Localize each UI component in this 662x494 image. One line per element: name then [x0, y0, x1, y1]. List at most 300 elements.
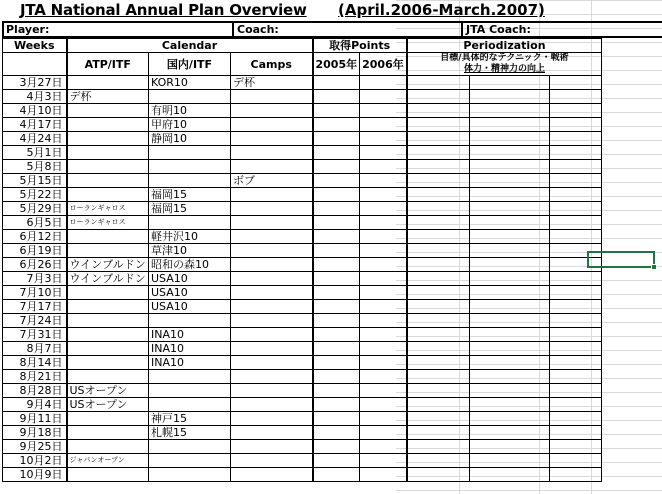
- points-2005-cell[interactable]: [313, 132, 360, 146]
- periodization-cell[interactable]: [407, 90, 470, 104]
- camps-cell[interactable]: デ杯: [231, 76, 313, 90]
- periodization-cell[interactable]: [407, 132, 470, 146]
- points-2006-cell[interactable]: [360, 258, 407, 272]
- points-2005-cell[interactable]: [313, 118, 360, 132]
- periodization-cell[interactable]: [470, 454, 550, 468]
- periodization-cell[interactable]: [550, 356, 602, 370]
- points-2006-cell[interactable]: [360, 468, 407, 482]
- camps-cell[interactable]: [231, 160, 313, 174]
- periodization-cell[interactable]: [407, 216, 470, 230]
- atp-itf-cell[interactable]: [67, 174, 149, 188]
- domestic-itf-cell[interactable]: 福岡15: [149, 202, 231, 216]
- periodization-cell[interactable]: [407, 370, 470, 384]
- periodization-cell[interactable]: [550, 370, 602, 384]
- points-2005-cell[interactable]: [313, 370, 360, 384]
- points-2006-cell[interactable]: [360, 104, 407, 118]
- jta-coach-label[interactable]: JTA Coach:: [466, 23, 531, 36]
- atp-itf-cell[interactable]: [67, 300, 149, 314]
- table-row: [3, 328, 602, 342]
- periodization-cell[interactable]: [550, 118, 602, 132]
- table-row: [3, 230, 602, 244]
- periodization-cell[interactable]: [407, 384, 470, 398]
- year-2005-header[interactable]: 2005年: [313, 53, 360, 76]
- atp-itf-cell[interactable]: ウインブルドン: [67, 258, 149, 272]
- week-cell[interactable]: 5月29日: [3, 202, 67, 216]
- points-2005-cell[interactable]: [313, 342, 360, 356]
- domestic-itf-header[interactable]: 国内/ITF: [149, 53, 231, 76]
- periodization-cell[interactable]: [470, 244, 550, 258]
- domestic-itf-cell[interactable]: INA10: [149, 356, 231, 370]
- table-row: [3, 440, 602, 454]
- camps-cell[interactable]: [231, 356, 313, 370]
- periodization-cell[interactable]: [550, 174, 602, 188]
- camps-cell[interactable]: [231, 272, 313, 286]
- camps-cell[interactable]: [231, 230, 313, 244]
- periodization-cell[interactable]: [470, 468, 550, 482]
- domestic-itf-cell[interactable]: INA10: [149, 342, 231, 356]
- points-header[interactable]: 取得Points: [313, 39, 407, 53]
- camps-cell[interactable]: [231, 342, 313, 356]
- periodization-cell[interactable]: [550, 202, 602, 216]
- periodization-cell[interactable]: [407, 160, 470, 174]
- atp-itf-cell[interactable]: [67, 76, 149, 90]
- sheet-title: JTA National Annual Plan Overview: [20, 1, 307, 19]
- periodization-cell[interactable]: [470, 272, 550, 286]
- periodization-cell[interactable]: [407, 230, 470, 244]
- domestic-itf-cell[interactable]: 福岡15: [149, 188, 231, 202]
- periodization-cell[interactable]: [470, 202, 550, 216]
- points-2006-cell[interactable]: [360, 244, 407, 258]
- points-2006-cell[interactable]: [360, 440, 407, 454]
- points-2005-cell[interactable]: [313, 314, 360, 328]
- week-cell[interactable]: 7月17日: [3, 300, 67, 314]
- atp-itf-cell[interactable]: デ杯: [67, 90, 149, 104]
- periodization-cell[interactable]: [470, 342, 550, 356]
- points-2006-cell[interactable]: [360, 230, 407, 244]
- periodization-goal-header[interactable]: [407, 53, 602, 76]
- atp-itf-cell[interactable]: [67, 188, 149, 202]
- camps-cell[interactable]: [231, 216, 313, 230]
- domestic-itf-cell[interactable]: 軽井沢10: [149, 230, 231, 244]
- domestic-itf-cell[interactable]: USA10: [149, 286, 231, 300]
- domestic-itf-cell[interactable]: [149, 314, 231, 328]
- periodization-cell[interactable]: [550, 412, 602, 426]
- periodization-cell[interactable]: [470, 188, 550, 202]
- table-row: [3, 188, 602, 202]
- points-2005-cell[interactable]: [313, 356, 360, 370]
- periodization-cell[interactable]: [470, 90, 550, 104]
- camps-cell[interactable]: [231, 300, 313, 314]
- week-cell[interactable]: 8月28日: [3, 384, 67, 398]
- atp-itf-header[interactable]: ATP/ITF: [67, 53, 149, 76]
- periodization-cell[interactable]: [470, 104, 550, 118]
- points-2006-cell[interactable]: [360, 76, 407, 90]
- periodization-cell[interactable]: [470, 132, 550, 146]
- domestic-itf-cell[interactable]: [149, 440, 231, 454]
- periodization-cell[interactable]: [470, 440, 550, 454]
- camps-cell[interactable]: [231, 132, 313, 146]
- periodization-cell[interactable]: [407, 104, 470, 118]
- periodization-cell[interactable]: [550, 76, 602, 90]
- points-2005-cell[interactable]: [313, 202, 360, 216]
- periodization-cell[interactable]: [550, 314, 602, 328]
- periodization-cell[interactable]: [407, 412, 470, 426]
- domestic-itf-cell[interactable]: INA10: [149, 328, 231, 342]
- periodization-cell[interactable]: [470, 398, 550, 412]
- camps-cell[interactable]: [231, 286, 313, 300]
- periodization-cell[interactable]: [550, 328, 602, 342]
- table-row: [3, 216, 602, 230]
- domestic-itf-cell[interactable]: USA10: [149, 272, 231, 286]
- camps-cell[interactable]: [231, 370, 313, 384]
- atp-itf-cell[interactable]: ローランギャロス: [67, 216, 149, 230]
- week-cell[interactable]: 7月31日: [3, 328, 67, 342]
- points-2006-cell[interactable]: [360, 216, 407, 230]
- week-cell[interactable]: 3月27日: [3, 76, 67, 90]
- periodization-cell[interactable]: [470, 328, 550, 342]
- camps-cell[interactable]: [231, 328, 313, 342]
- atp-itf-cell[interactable]: [67, 356, 149, 370]
- points-2005-cell[interactable]: [313, 90, 360, 104]
- week-cell[interactable]: 8月21日: [3, 370, 67, 384]
- periodization-cell[interactable]: [407, 188, 470, 202]
- atp-itf-cell[interactable]: [67, 160, 149, 174]
- domestic-itf-cell[interactable]: [149, 174, 231, 188]
- camps-cell[interactable]: [231, 104, 313, 118]
- periodization-cell[interactable]: [407, 244, 470, 258]
- points-2006-cell[interactable]: [360, 272, 407, 286]
- camps-cell[interactable]: [231, 468, 313, 482]
- week-cell[interactable]: 5月1日: [3, 146, 67, 160]
- table-row: [3, 258, 602, 272]
- table-row: [3, 370, 602, 384]
- atp-itf-cell[interactable]: [67, 132, 149, 146]
- periodization-cell[interactable]: [407, 202, 470, 216]
- atp-itf-cell[interactable]: ウインブルドン: [67, 272, 149, 286]
- domestic-itf-cell[interactable]: 草津10: [149, 244, 231, 258]
- points-2005-cell[interactable]: [313, 146, 360, 160]
- points-2006-cell[interactable]: [360, 342, 407, 356]
- week-cell[interactable]: 9月18日: [3, 426, 67, 440]
- periodization-cell[interactable]: [550, 160, 602, 174]
- periodization-cell[interactable]: [407, 314, 470, 328]
- table-row: [3, 412, 602, 426]
- week-cell[interactable]: 5月15日: [3, 174, 67, 188]
- points-2005-cell[interactable]: [313, 300, 360, 314]
- points-2006-cell[interactable]: [360, 174, 407, 188]
- camps-cell[interactable]: [231, 188, 313, 202]
- atp-itf-cell[interactable]: ローランギャロス: [67, 202, 149, 216]
- domestic-itf-cell[interactable]: 札幌15: [149, 426, 231, 440]
- camps-cell[interactable]: ボブ: [231, 174, 313, 188]
- points-2005-cell[interactable]: [313, 384, 360, 398]
- table-row: [3, 146, 602, 160]
- atp-itf-cell[interactable]: [67, 118, 149, 132]
- periodization-cell[interactable]: [550, 398, 602, 412]
- periodization-cell[interactable]: [470, 300, 550, 314]
- periodization-cell[interactable]: [550, 426, 602, 440]
- points-2005-cell[interactable]: [313, 76, 360, 90]
- atp-itf-cell[interactable]: [67, 328, 149, 342]
- atp-itf-cell[interactable]: [67, 104, 149, 118]
- points-2005-cell[interactable]: [313, 454, 360, 468]
- camps-cell[interactable]: [231, 440, 313, 454]
- domestic-itf-cell[interactable]: [149, 398, 231, 412]
- periodization-cell[interactable]: [407, 76, 470, 90]
- atp-itf-cell[interactable]: [67, 412, 149, 426]
- week-cell[interactable]: 4月17日: [3, 118, 67, 132]
- periodization-cell[interactable]: [550, 454, 602, 468]
- weeks-header[interactable]: Weeks: [3, 39, 67, 53]
- table-row: [3, 468, 602, 482]
- camps-cell[interactable]: [231, 118, 313, 132]
- periodization-cell[interactable]: [407, 146, 470, 160]
- periodization-cell[interactable]: [407, 300, 470, 314]
- periodization-cell[interactable]: [470, 216, 550, 230]
- points-2005-cell[interactable]: [313, 216, 360, 230]
- week-cell[interactable]: 4月10日: [3, 104, 67, 118]
- periodization-cell[interactable]: [407, 328, 470, 342]
- periodization-cell[interactable]: [470, 160, 550, 174]
- atp-itf-cell[interactable]: [67, 314, 149, 328]
- points-2006-cell[interactable]: [360, 384, 407, 398]
- periodization-cell[interactable]: [470, 314, 550, 328]
- points-2006-cell[interactable]: [360, 202, 407, 216]
- periodization-cell[interactable]: [470, 426, 550, 440]
- periodization-cell[interactable]: [407, 426, 470, 440]
- domestic-itf-cell[interactable]: USA10: [149, 300, 231, 314]
- domestic-itf-cell[interactable]: 神戸15: [149, 412, 231, 426]
- coach-label[interactable]: Coach:: [237, 23, 279, 36]
- atp-itf-cell[interactable]: ジャパンオープン: [67, 454, 149, 468]
- atp-itf-cell[interactable]: [67, 342, 149, 356]
- periodization-cell[interactable]: [407, 118, 470, 132]
- periodization-cell[interactable]: [550, 286, 602, 300]
- points-2005-cell[interactable]: [313, 230, 360, 244]
- domestic-itf-cell[interactable]: 有明10: [149, 104, 231, 118]
- table-row: [3, 118, 602, 132]
- domestic-itf-cell[interactable]: [149, 454, 231, 468]
- periodization-cell[interactable]: [407, 174, 470, 188]
- camps-cell[interactable]: [231, 146, 313, 160]
- table-row: [3, 286, 602, 300]
- periodization-cell[interactable]: [407, 454, 470, 468]
- periodization-cell[interactable]: [407, 342, 470, 356]
- domestic-itf-cell[interactable]: [149, 146, 231, 160]
- week-cell[interactable]: 7月3日: [3, 272, 67, 286]
- points-2005-cell[interactable]: [313, 426, 360, 440]
- domestic-itf-cell[interactable]: [149, 216, 231, 230]
- table-row: [3, 90, 602, 104]
- week-cell[interactable]: 10月2日: [3, 454, 67, 468]
- domestic-itf-cell[interactable]: KOR10: [149, 76, 231, 90]
- week-cell[interactable]: 6月19日: [3, 244, 67, 258]
- atp-itf-cell[interactable]: [67, 440, 149, 454]
- week-cell[interactable]: 10月9日: [3, 468, 67, 482]
- periodization-cell[interactable]: [550, 468, 602, 482]
- points-2006-cell[interactable]: [360, 370, 407, 384]
- calendar-header[interactable]: Calendar: [67, 39, 313, 53]
- periodization-cell[interactable]: [470, 412, 550, 426]
- points-2006-cell[interactable]: [360, 90, 407, 104]
- periodization-cell[interactable]: [470, 174, 550, 188]
- periodization-cell[interactable]: [550, 132, 602, 146]
- periodization-cell[interactable]: [407, 356, 470, 370]
- camps-cell[interactable]: [231, 426, 313, 440]
- points-2006-cell[interactable]: [360, 398, 407, 412]
- periodization-cell[interactable]: [550, 342, 602, 356]
- points-2005-cell[interactable]: [313, 398, 360, 412]
- week-cell[interactable]: 9月11日: [3, 412, 67, 426]
- periodization-cell[interactable]: [550, 90, 602, 104]
- points-2005-cell[interactable]: [313, 258, 360, 272]
- points-2006-cell[interactable]: [360, 314, 407, 328]
- periodization-cell[interactable]: [550, 146, 602, 160]
- points-2005-cell[interactable]: [313, 286, 360, 300]
- camps-cell[interactable]: [231, 454, 313, 468]
- domestic-itf-cell[interactable]: [149, 160, 231, 174]
- periodization-header[interactable]: Periodization: [407, 39, 602, 53]
- points-2005-cell[interactable]: [313, 244, 360, 258]
- points-2006-cell[interactable]: [360, 356, 407, 370]
- camps-cell[interactable]: [231, 398, 313, 412]
- table-row: [3, 398, 602, 412]
- domestic-itf-cell[interactable]: 甲府10: [149, 118, 231, 132]
- points-2006-cell[interactable]: [360, 188, 407, 202]
- periodization-cell[interactable]: [470, 384, 550, 398]
- points-2005-cell[interactable]: [313, 440, 360, 454]
- plan-table: [2, 38, 602, 482]
- camps-cell[interactable]: [231, 202, 313, 216]
- week-cell[interactable]: 9月4日: [3, 398, 67, 412]
- week-cell[interactable]: 6月26日: [3, 258, 67, 272]
- week-cell[interactable]: 8月14日: [3, 356, 67, 370]
- domestic-itf-cell[interactable]: 昭和の森10: [149, 258, 231, 272]
- points-2006-cell[interactable]: [360, 160, 407, 174]
- points-2005-cell[interactable]: [313, 160, 360, 174]
- points-2005-cell[interactable]: [313, 328, 360, 342]
- atp-itf-cell[interactable]: [67, 244, 149, 258]
- atp-itf-cell[interactable]: [67, 426, 149, 440]
- year-2006-header[interactable]: 2006年: [360, 53, 407, 76]
- periodization-cell[interactable]: [407, 398, 470, 412]
- periodization-cell[interactable]: [407, 286, 470, 300]
- points-2005-cell[interactable]: [313, 412, 360, 426]
- week-cell[interactable]: 7月10日: [3, 286, 67, 300]
- atp-itf-cell[interactable]: [67, 286, 149, 300]
- points-2006-cell[interactable]: [360, 412, 407, 426]
- points-2006-cell[interactable]: [360, 132, 407, 146]
- table-row: [3, 342, 602, 356]
- periodization-cell[interactable]: [470, 230, 550, 244]
- active-cell-selection[interactable]: [587, 251, 655, 268]
- week-cell[interactable]: 5月8日: [3, 160, 67, 174]
- points-2006-cell[interactable]: [360, 286, 407, 300]
- periodization-cell[interactable]: [470, 356, 550, 370]
- periodization-cell[interactable]: [550, 230, 602, 244]
- periodization-cell[interactable]: [550, 300, 602, 314]
- points-2005-cell[interactable]: [313, 468, 360, 482]
- periodization-cell[interactable]: [470, 370, 550, 384]
- week-cell[interactable]: 9月25日: [3, 440, 67, 454]
- periodization-cell[interactable]: [470, 286, 550, 300]
- points-2005-cell[interactable]: [313, 272, 360, 286]
- periodization-cell[interactable]: [470, 258, 550, 272]
- points-2006-cell[interactable]: [360, 454, 407, 468]
- fill-handle[interactable]: [651, 264, 657, 270]
- domestic-itf-cell[interactable]: [149, 370, 231, 384]
- atp-itf-cell[interactable]: USオープン: [67, 384, 149, 398]
- atp-itf-cell[interactable]: [67, 230, 149, 244]
- table-row: [3, 426, 602, 440]
- points-2006-cell[interactable]: [360, 146, 407, 160]
- atp-itf-cell[interactable]: [67, 370, 149, 384]
- grid-hline: [396, 490, 662, 491]
- domestic-itf-cell[interactable]: [149, 384, 231, 398]
- periodization-cell[interactable]: [407, 468, 470, 482]
- points-2006-cell[interactable]: [360, 300, 407, 314]
- weeks-subheader[interactable]: [3, 53, 67, 76]
- week-cell[interactable]: 6月5日: [3, 216, 67, 230]
- points-2005-cell[interactable]: [313, 188, 360, 202]
- week-cell[interactable]: 8月7日: [3, 342, 67, 356]
- periodization-cell[interactable]: [550, 440, 602, 454]
- periodization-cell[interactable]: [470, 118, 550, 132]
- periodization-cell[interactable]: [407, 272, 470, 286]
- camps-cell[interactable]: [231, 258, 313, 272]
- player-label[interactable]: Player:: [6, 23, 50, 36]
- week-cell[interactable]: 4月24日: [3, 132, 67, 146]
- atp-itf-cell[interactable]: USオープン: [67, 398, 149, 412]
- week-cell[interactable]: 4月3日: [3, 90, 67, 104]
- periodization-cell[interactable]: [550, 272, 602, 286]
- domestic-itf-cell[interactable]: [149, 468, 231, 482]
- table-row: [3, 104, 602, 118]
- periodization-cell[interactable]: [550, 104, 602, 118]
- periodization-cell[interactable]: [550, 384, 602, 398]
- points-2006-cell[interactable]: [360, 118, 407, 132]
- week-cell[interactable]: 6月12日: [3, 230, 67, 244]
- points-2006-cell[interactable]: [360, 328, 407, 342]
- period-line-1: 目標/具体的なテクニック・戦術: [440, 53, 569, 63]
- periodization-cell[interactable]: [407, 258, 470, 272]
- points-2006-cell[interactable]: [360, 426, 407, 440]
- table-row: [3, 132, 602, 146]
- periodization-cell[interactable]: [407, 440, 470, 454]
- periodization-cell[interactable]: [550, 188, 602, 202]
- camps-cell[interactable]: [231, 412, 313, 426]
- camps-cell[interactable]: [231, 244, 313, 258]
- domestic-itf-cell[interactable]: 静岡10: [149, 132, 231, 146]
- table-row: [3, 160, 602, 174]
- atp-itf-cell[interactable]: [67, 468, 149, 482]
- camps-cell[interactable]: [231, 90, 313, 104]
- atp-itf-cell[interactable]: [67, 146, 149, 160]
- periodization-cell[interactable]: [550, 216, 602, 230]
- camps-cell[interactable]: [231, 384, 313, 398]
- week-cell[interactable]: 7月24日: [3, 314, 67, 328]
- points-2005-cell[interactable]: [313, 104, 360, 118]
- week-cell[interactable]: 5月22日: [3, 188, 67, 202]
- table-row: [3, 300, 602, 314]
- periodization-cell[interactable]: [470, 146, 550, 160]
- camps-cell[interactable]: [231, 314, 313, 328]
- periodization-cell[interactable]: [470, 76, 550, 90]
- camps-header[interactable]: Camps: [231, 53, 313, 76]
- points-2005-cell[interactable]: [313, 174, 360, 188]
- table-row: [3, 384, 602, 398]
- domestic-itf-cell[interactable]: [149, 90, 231, 104]
